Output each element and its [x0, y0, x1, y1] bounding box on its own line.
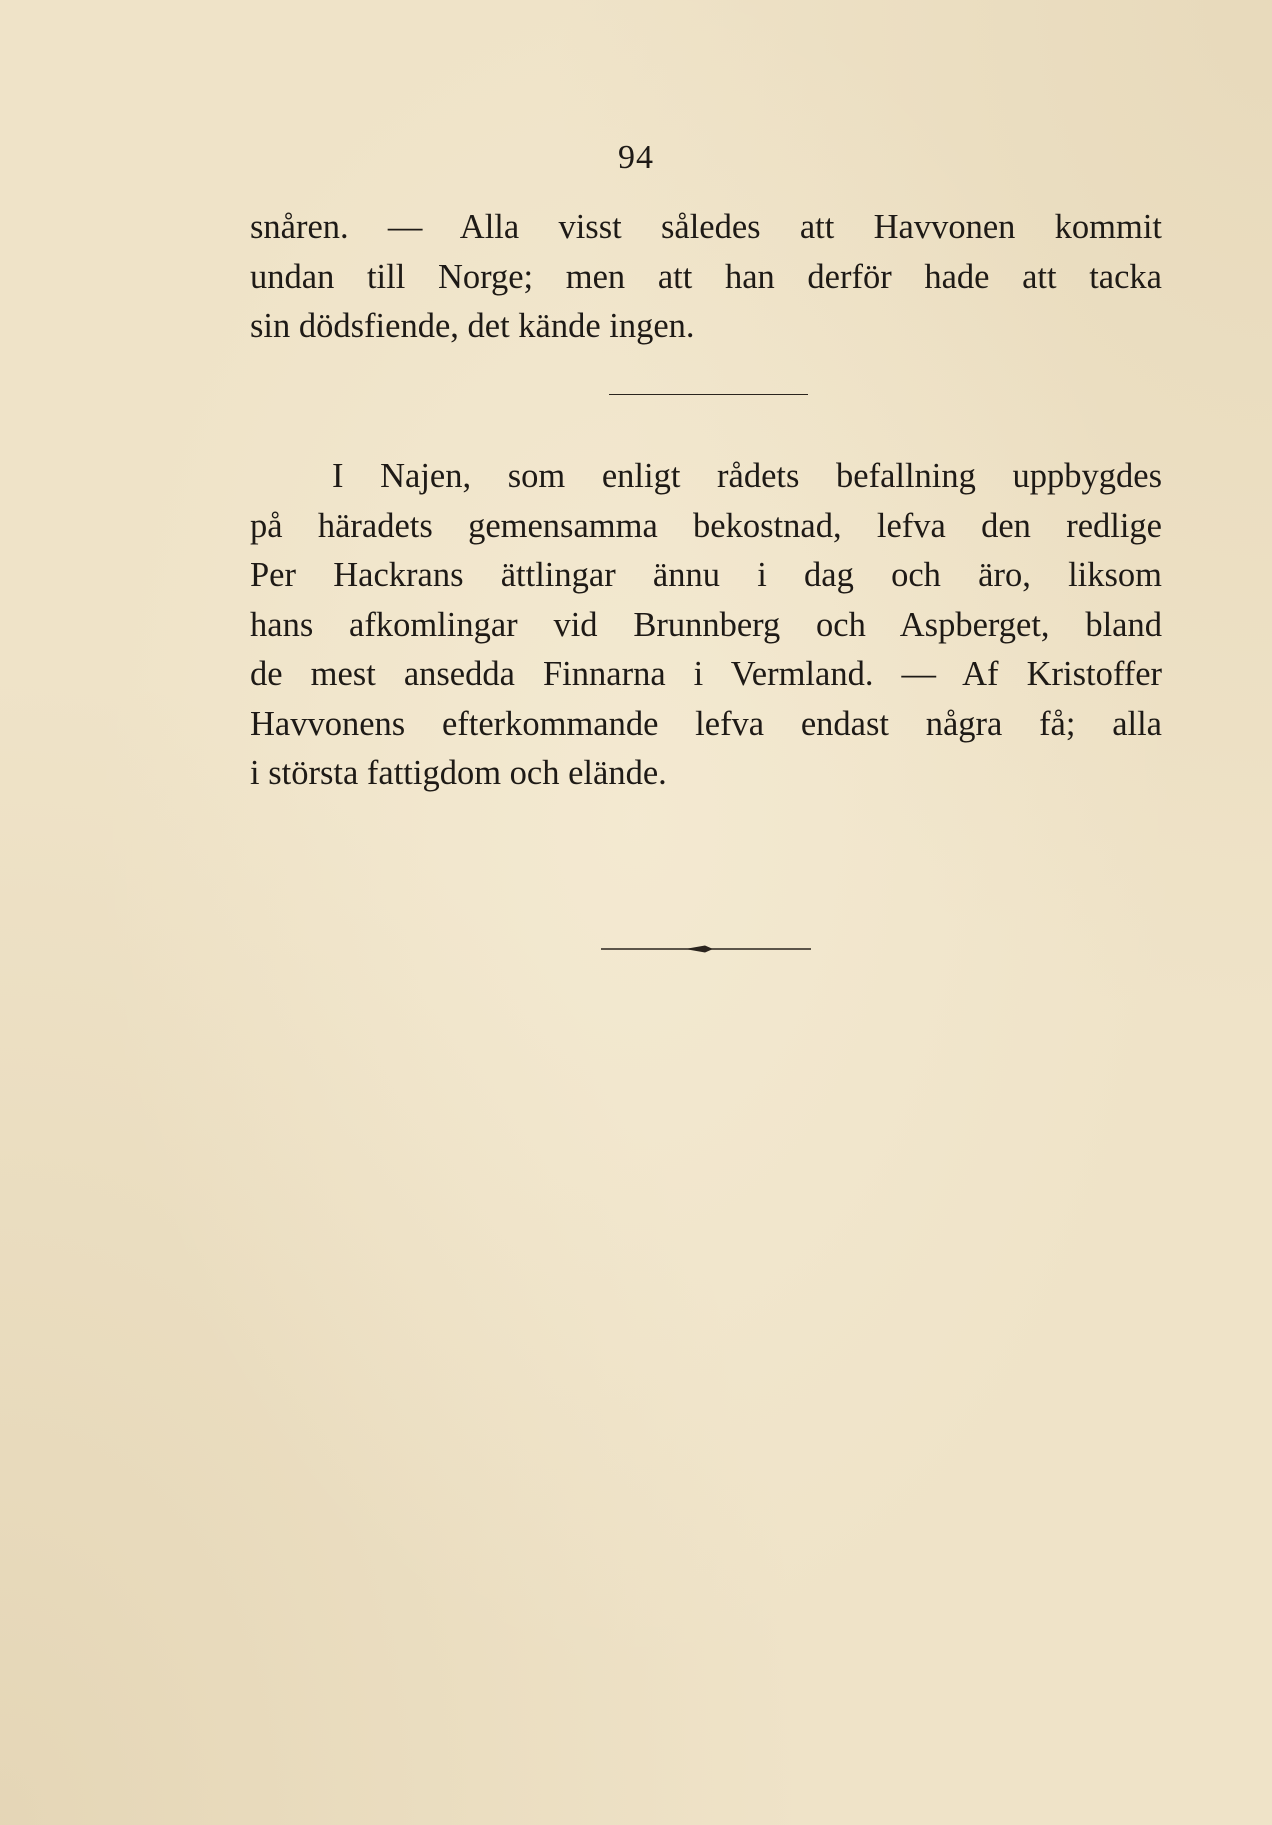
paragraph-2-line: de mest ansedda Finnarna i Vermland. — Af Kristoffer	[250, 655, 1162, 693]
end-ornament-rule	[601, 940, 811, 958]
paragraph-2-line: I Najen, som enligt rådets befallning uppbygdes	[332, 457, 1162, 495]
paragraph-2	[250, 452, 1162, 799]
paragraph-2-line: hans afkomlingar vid Brunnberg och Aspberget, bland	[250, 605, 1162, 644]
page-number: 94	[618, 139, 654, 176]
paragraph-2-line: i största fattigdom och elände.	[250, 754, 667, 792]
paragraph-1-line: undan till Norge; men att han derför hade att tacka	[250, 257, 1162, 296]
section-divider-rule	[609, 394, 808, 395]
paragraph-1-line: sin dödsfiende, det kände ingen.	[250, 307, 695, 345]
paragraph-2-line: Havvonens efterkommande lefva endast några få; alla	[250, 704, 1162, 743]
paragraph-2-line: på häradets gemensamma bekostnad, lefva den redlige	[250, 506, 1162, 545]
paragraph-1-line: snåren. — Alla visst således att Havvonen kommit	[250, 208, 1162, 246]
paragraph-2-line: Per Hackrans ättlingar ännu i dag och äro, liksom	[250, 556, 1162, 594]
paragraph-1	[250, 203, 1162, 352]
